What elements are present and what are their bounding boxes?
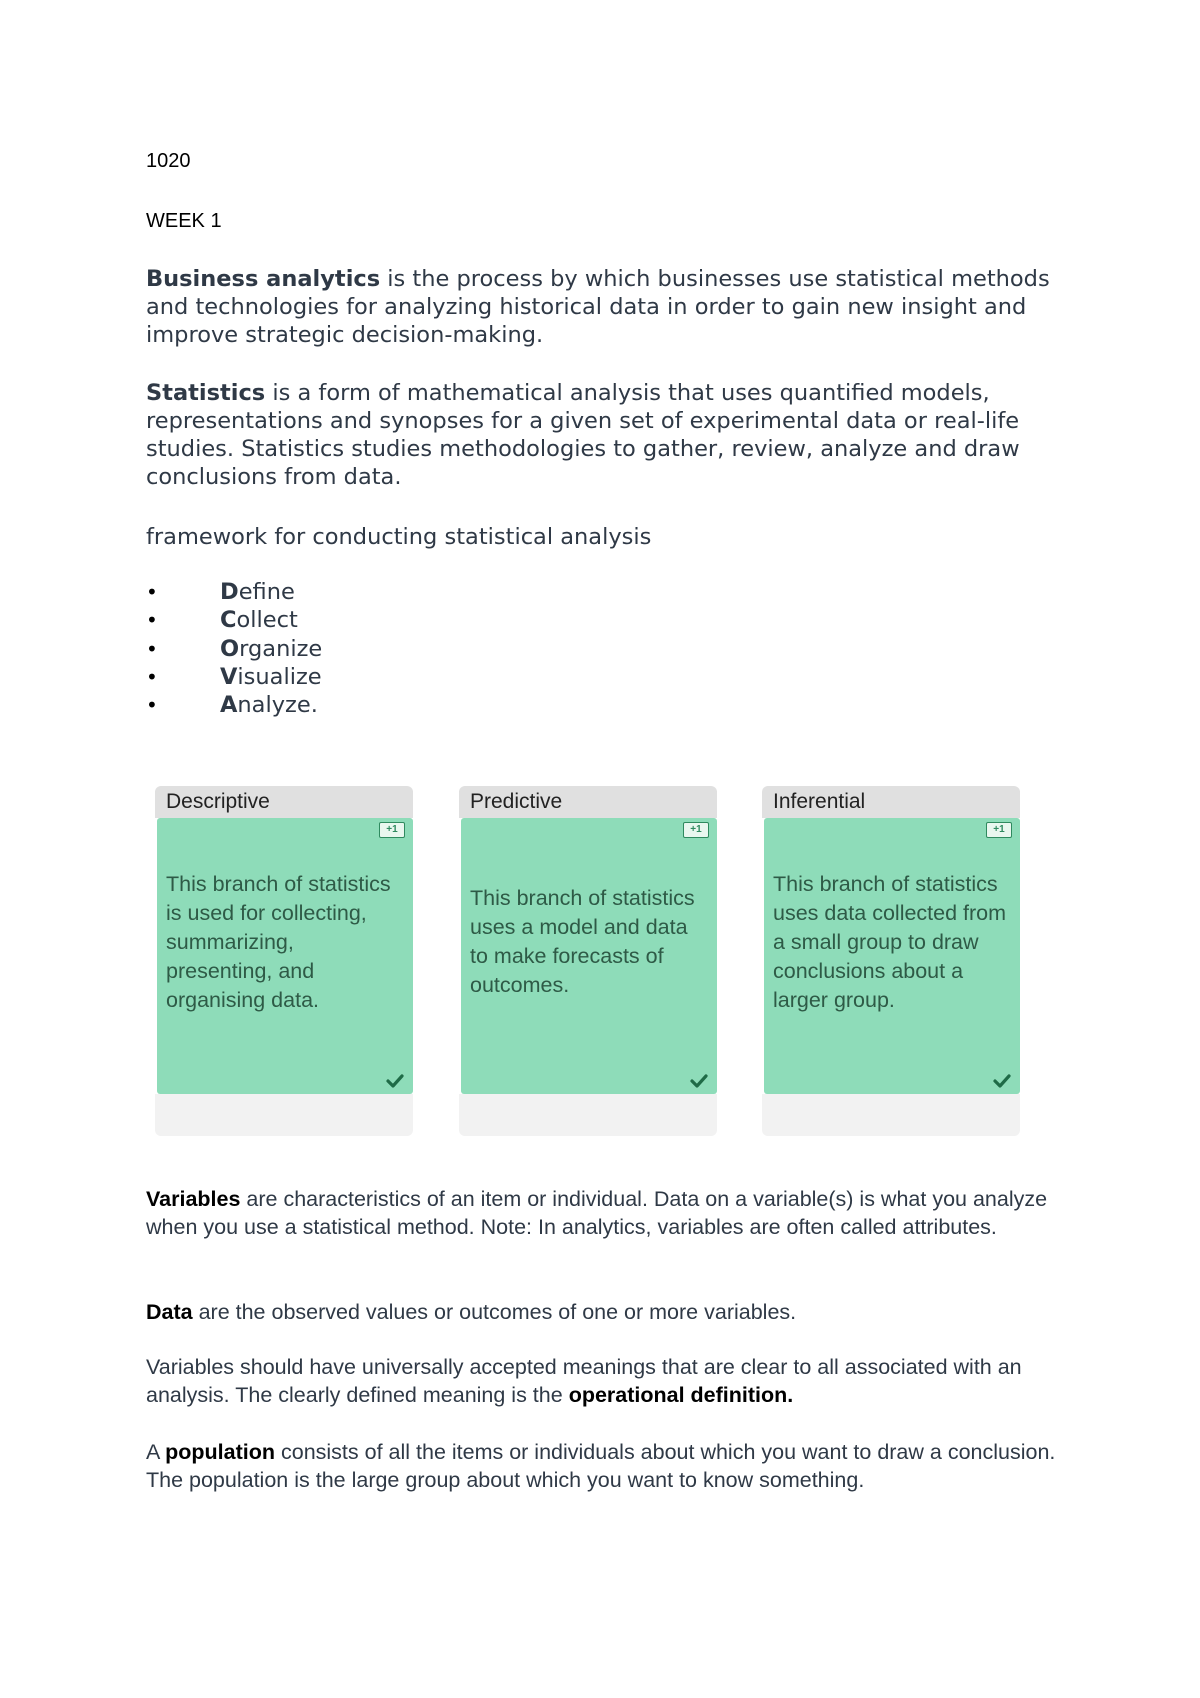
variables-term: Variables [146,1187,241,1211]
card-footer [762,1094,1020,1136]
card-title: Predictive [459,786,717,818]
statistics-term: Statistics [146,380,266,406]
list-item [146,635,322,663]
card-text: This branch of statistics uses a model and data to make forecasts of outcomes. [470,886,695,997]
card-predictive [459,786,717,1136]
card-footer [155,1094,413,1136]
card-inferential [762,786,1020,1136]
card-text: This branch of statistics is used for collecting, summarizing, presenting, and organising data. [166,872,391,1012]
data-term: Data [146,1300,193,1324]
population-text: consists of all the items or individuals about which you want to draw a conclusion. The population is the large group about which you want to know something. [146,1440,1056,1492]
list-item [146,606,322,634]
business-analytics-term: Business analytics [146,266,381,292]
bullet: • [146,608,158,633]
framework-list [146,578,322,719]
card-descriptive [155,786,413,1136]
list-item-initial: C [220,607,237,634]
variables-paragraph [146,1185,1086,1241]
card-text: This branch of statistics uses data collected from a small group to draw conclusions about a larger group. [773,872,1007,1012]
operational-term: operational definition. [568,1383,794,1407]
bullet: • [146,664,158,689]
list-item [146,663,322,691]
data-text: are the observed values or outcomes of one or more variables. [192,1300,797,1324]
statistics-paragraph [146,379,1066,491]
list-item-label: isualize [237,663,322,690]
checkmark-icon [385,1072,405,1090]
card-body [461,818,717,1094]
list-item [146,578,322,606]
list-item-label: nalyze. [237,692,318,719]
week-label: WEEK 1 [146,210,222,232]
variables-text: are characteristics of an item or individual. Data on a variable(s) is what you analyze when you use a statistical method. Note: In analytics, variables are often called attributes. [146,1187,1048,1239]
bullet: • [146,580,158,604]
checkmark-icon [689,1072,709,1090]
operational-paragraph [146,1353,1086,1409]
plus-one-badge: +1 [379,822,405,838]
card-title: Inferential [762,786,1020,818]
bullet: • [146,693,158,718]
card-body [764,818,1020,1094]
plus-one-badge: +1 [683,822,709,838]
business-analytics-paragraph [146,265,1066,349]
bullet: • [146,636,158,661]
card-footer [459,1094,717,1136]
list-item-initial: A [220,692,238,719]
framework-heading: framework for conducting statistical analysis [146,524,652,550]
card-title: Descriptive [155,786,413,818]
population-paragraph [146,1438,1086,1494]
list-item-label: rganize [239,635,323,662]
plus-one-badge: +1 [986,822,1012,838]
list-item-initial: O [220,635,240,662]
list-item-initial: D [220,579,239,605]
list-item [146,691,322,719]
population-term: population [165,1440,276,1464]
data-paragraph [146,1298,1086,1326]
operational-text: Variables should have universally accepted meanings that are clear to all associated with an analysis. The clearly defined meaning is the [146,1355,1022,1407]
list-item-label: ollect [236,607,298,634]
business-analytics-text: is the process by which businesses use statistical methods and technologies for analyzing historical data in order to gain new insight and improve strategic decision-making. [146,266,1050,348]
list-item-label: efine [238,579,295,605]
course-code: 1020 [146,150,191,172]
statistics-text: is a form of mathematical analysis that uses quantified models, representations and synopses for a given set of experimental data or real-life studies. Statistics studies methodologies to gather, review, analyze and draw conclusions from data. [146,380,1020,490]
checkmark-icon [992,1072,1012,1090]
population-prefix: A [146,1440,166,1464]
list-item-initial: V [220,663,238,690]
card-body [157,818,413,1094]
